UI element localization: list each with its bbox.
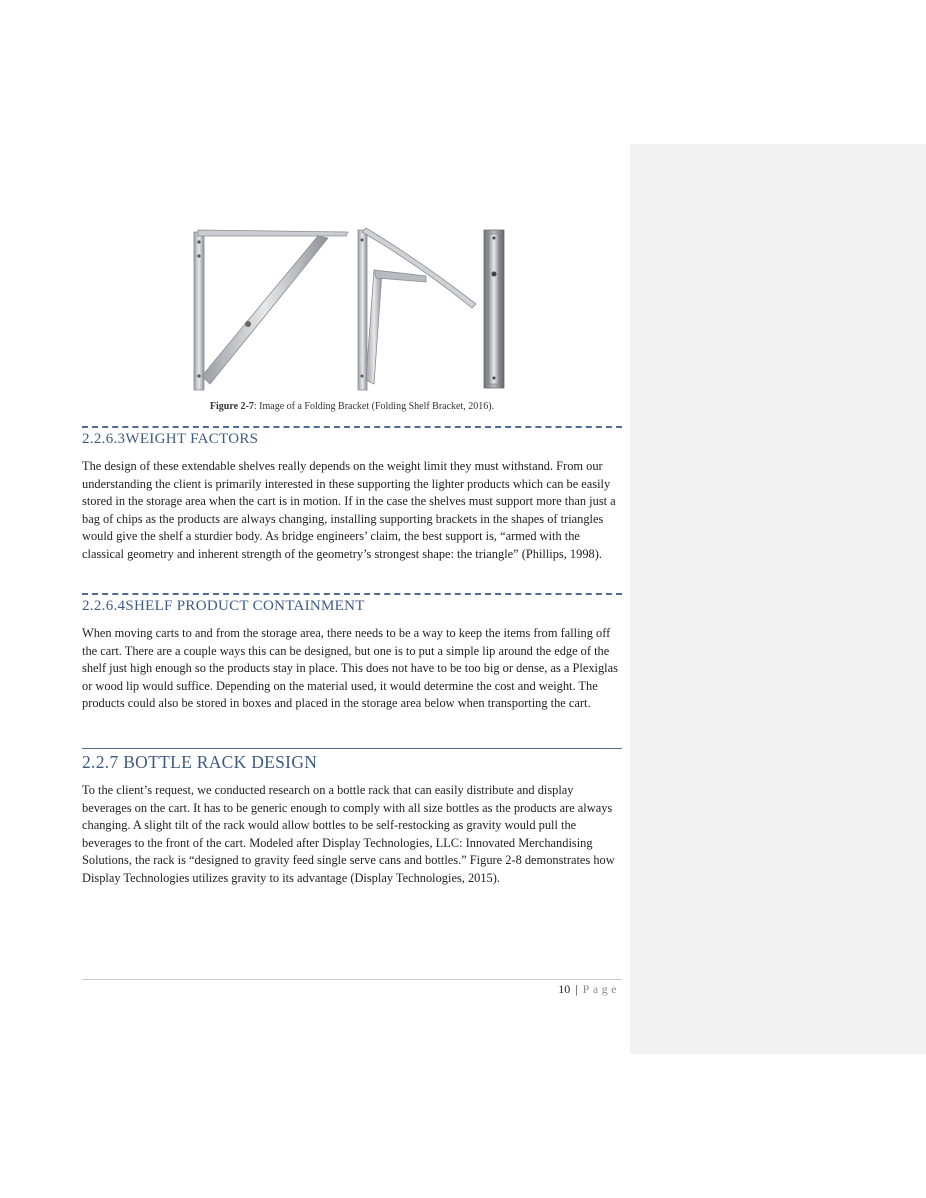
section-number: 2.2.6.3	[82, 431, 126, 447]
page-label: Page	[582, 982, 620, 996]
figure-caption	[82, 401, 622, 412]
section-title: BOTTLE RACK DESIGN	[123, 752, 318, 772]
bracket-folding-image	[358, 228, 476, 390]
folding-bracket-figure	[190, 226, 520, 394]
section-divider	[82, 748, 622, 749]
section-title: WEIGHT FACTORS	[125, 431, 259, 447]
figure-caption-text: : Image of a Folding Bracket (Folding Shelf Bracket, 2016).	[253, 401, 495, 412]
bracket-open-image	[194, 230, 348, 390]
page-footer	[558, 982, 620, 997]
footer-separator: |	[575, 982, 578, 996]
section-divider	[82, 426, 622, 428]
section-number: 2.2.7	[82, 752, 119, 772]
section-divider	[82, 593, 622, 595]
bracket-folded-image	[484, 230, 504, 388]
section-title: SHELF PRODUCT CONTAINMENT	[125, 598, 365, 614]
paragraph-bottle-rack-design: To the client’s request, we conducted research on a bottle rack that can easily distribute and display beverages on the cart. It has to be generic enough to comply with all size bottles as the products are always changing. A slight tilt of the rack would allow bottles to be self-restocking as gravity would pull the beverages to the front of the cart. Modeled after Display Technologies, LLC: Innovated Merchandising Solutions, the rack is “designed to gravity feed single serve cans and bottles.” Figure 2-8 demonstrates how Display Technologies utilizes gravity to its advantage (Display Technologies, 2015).	[82, 783, 615, 885]
section-heading-shelf-product-containment	[82, 598, 622, 615]
footer-divider	[82, 979, 622, 980]
page-number: 10	[558, 982, 571, 996]
paragraph-shelf-product-containment: When moving carts to and from the storage area, there needs to be a way to keep the items from falling off the cart. There are a couple ways this can be designed, but one is to put a simple lip around the edge of the shelf just high enough so the products stay in place. This does not have to be too big or dense, as a Plexiglas or wood lip would suffice. Depending on the material used, it would determine the cost and weight. The products could also be stored in boxes and placed in the storage area below when transporting the cart.	[82, 626, 618, 711]
section-heading-bottle-rack-design	[82, 752, 622, 773]
comment-pane	[630, 144, 926, 1054]
section-heading-weight-factors	[82, 431, 622, 448]
section-number: 2.2.6.4	[82, 598, 126, 614]
paragraph-weight-factors: The design of these extendable shelves really depends on the weight limit they must withstand. From our understanding the client is primarily interested in these supporting the lighter products which can be easily stored in the storage area when the cart is in motion. If in the case the shelves must support more than just a bag of chips as the products are always changing, installing supporting brackets in the shapes of triangles would give the shelf a sturdier body. As bridge engineers’ claim, the best support is, “armed with the classical geometry and inherent strength of the geometry’s strongest shape: the triangle” (Phillips, 1998).	[82, 459, 616, 561]
figure-caption-label: Figure 2-7	[209, 401, 254, 412]
